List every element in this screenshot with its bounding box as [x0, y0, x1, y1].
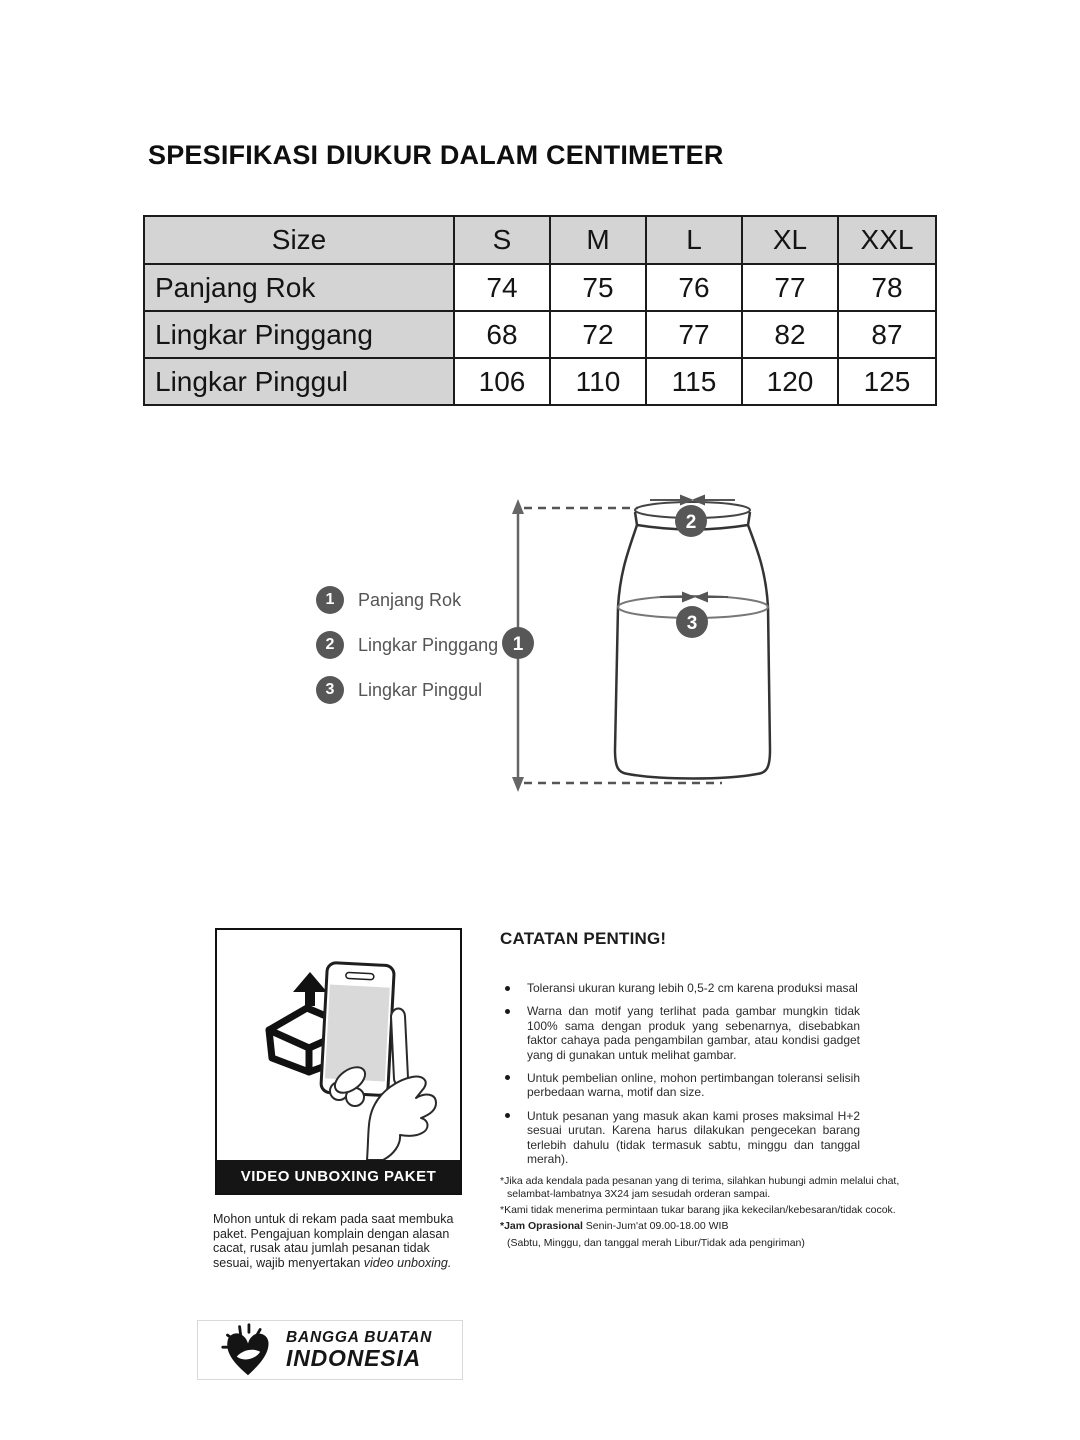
footnote-rest: Senin-Jum'at 09.00-18.00 WIB [582, 1220, 729, 1233]
video-unboxing-box [215, 928, 462, 1195]
table-cell: 76 [646, 264, 742, 311]
table-cell: 75 [550, 264, 646, 311]
table-header-cell: S [454, 216, 550, 264]
length-badge [502, 627, 534, 659]
table-row [144, 264, 936, 311]
table-cell: 87 [838, 311, 936, 358]
table-row [144, 311, 936, 358]
list-item [500, 1109, 860, 1167]
table-cell: 125 [838, 358, 936, 405]
table-cell: 77 [646, 311, 742, 358]
row-label: Lingkar Pinggang [144, 311, 454, 358]
bullet-dot-icon [505, 1113, 510, 1118]
brand-logo-box [197, 1320, 463, 1380]
legend-label: Lingkar Pinggang [358, 634, 499, 655]
footnote: *Kami tidak menerima permintaan tukar barang jika kekecilan/kebesaran/tidak cocok. [500, 1204, 896, 1217]
legend-item [316, 676, 498, 704]
table-cell: 77 [742, 264, 838, 311]
badge-1-icon: 1 [316, 586, 344, 614]
waist-badge [675, 505, 707, 537]
legend-label: Panjang Rok [358, 589, 462, 610]
footnote-bold: *Jam Oprasional [500, 1220, 583, 1233]
table-cell: 78 [838, 264, 936, 311]
table-header-cell: XL [742, 216, 838, 264]
bullet-dot-icon [505, 1075, 510, 1080]
svg-text:2: 2 [685, 512, 697, 533]
size-table [143, 215, 937, 406]
bullet-dot-icon [505, 1009, 510, 1014]
list-item [500, 1004, 860, 1062]
skirt-outline [615, 502, 770, 779]
footnote [500, 1220, 912, 1233]
bangga-buatan-indonesia-heart-icon [220, 1321, 276, 1379]
legend-item [316, 586, 498, 614]
page-title: SPESIFIKASI DIUKUR DALAM CENTIMETER [148, 140, 724, 170]
unboxing-note-text: Mohon untuk di rekam pada saat membuka paket. Pengajuan komplain dengan alasan cacat, rusak atau jumlah pesanan tidak sesuai, wajib menyertakan [213, 1212, 454, 1270]
hip-arrows [660, 593, 728, 601]
table-header-cell: Size [144, 216, 454, 264]
brand-line1: BANGGA BUATAN [286, 1328, 433, 1346]
table-cell: 68 [454, 311, 550, 358]
badge-3-icon: 3 [316, 676, 344, 704]
table-cell: 72 [550, 311, 646, 358]
table-cell: 82 [742, 311, 838, 358]
table-cell: 110 [550, 358, 646, 405]
footnotes [500, 1175, 912, 1250]
unboxing-note-italic: video unboxing. [363, 1255, 452, 1270]
svg-text:3: 3 [686, 613, 698, 634]
list-item [500, 1071, 860, 1100]
table-cell: 115 [646, 358, 742, 405]
row-label: Lingkar Pinggul [144, 358, 454, 405]
footnote: (Sabtu, Minggu, dan tanggal merah Libur/Tidak ada pengiriman) [507, 1236, 805, 1249]
unboxing-illustration [217, 930, 460, 1160]
brand-line2: INDONESIA [286, 1344, 421, 1371]
list-item [500, 981, 860, 995]
table-header-cell: L [646, 216, 742, 264]
svg-text:1: 1 [512, 634, 524, 655]
table-cell: 74 [454, 264, 550, 311]
badge-2-icon: 2 [316, 631, 344, 659]
unboxing-note [213, 1212, 467, 1270]
bullet-text: Warna dan motif yang terlihat pada gambar mungkin tidak 100% sama dengan produk yang sebenarnya, disebabkan faktor cahaya pada pengambilan gambar, atau kondisi gadget yang di gunakan untuk melihat gambar. [527, 1004, 860, 1062]
legend-item [316, 631, 498, 659]
bullet-text: Untuk pembelian online, mohon pertimbangan toleransi selisih perbedaan warna, motif dan size. [527, 1070, 860, 1100]
footnote: *Jika ada kendala pada pesanan yang di terima, silahkan hubungi admin melalui chat, selambat-lambatnya 3X24 jam sesudah orderan sampai. [500, 1175, 900, 1201]
brand-text [286, 1329, 432, 1372]
skirt-diagram [480, 485, 790, 800]
table-header-cell: M [550, 216, 646, 264]
bullet-text: Untuk pesanan yang masuk akan kami proses maksimal H+2 sesuai urutan. Karena harus dilakukan pengecekan barang terlebih dahulu (tidak termasuk sabtu, minggu dan tanggal merah). [527, 1108, 860, 1166]
arrow-up-icon [293, 972, 327, 1006]
bullet-text: Toleransi ukuran kurang lebih 0,5-2 cm karena produksi masal [527, 981, 858, 995]
table-cell: 120 [742, 358, 838, 405]
measurement-legend [316, 586, 498, 704]
catatan-bullet-list [500, 981, 860, 1166]
catatan-heading: CATATAN PENTING! [500, 929, 667, 948]
table-row [144, 358, 936, 405]
unboxing-caption-bar: VIDEO UNBOXING PAKET [217, 1160, 460, 1193]
table-header-cell: XXL [838, 216, 936, 264]
size-table-header-row [144, 216, 936, 264]
row-label: Panjang Rok [144, 264, 454, 311]
hip-badge [676, 606, 708, 638]
legend-label: Lingkar Pinggul [358, 679, 483, 700]
bullet-dot-icon [505, 986, 510, 991]
table-cell: 106 [454, 358, 550, 405]
